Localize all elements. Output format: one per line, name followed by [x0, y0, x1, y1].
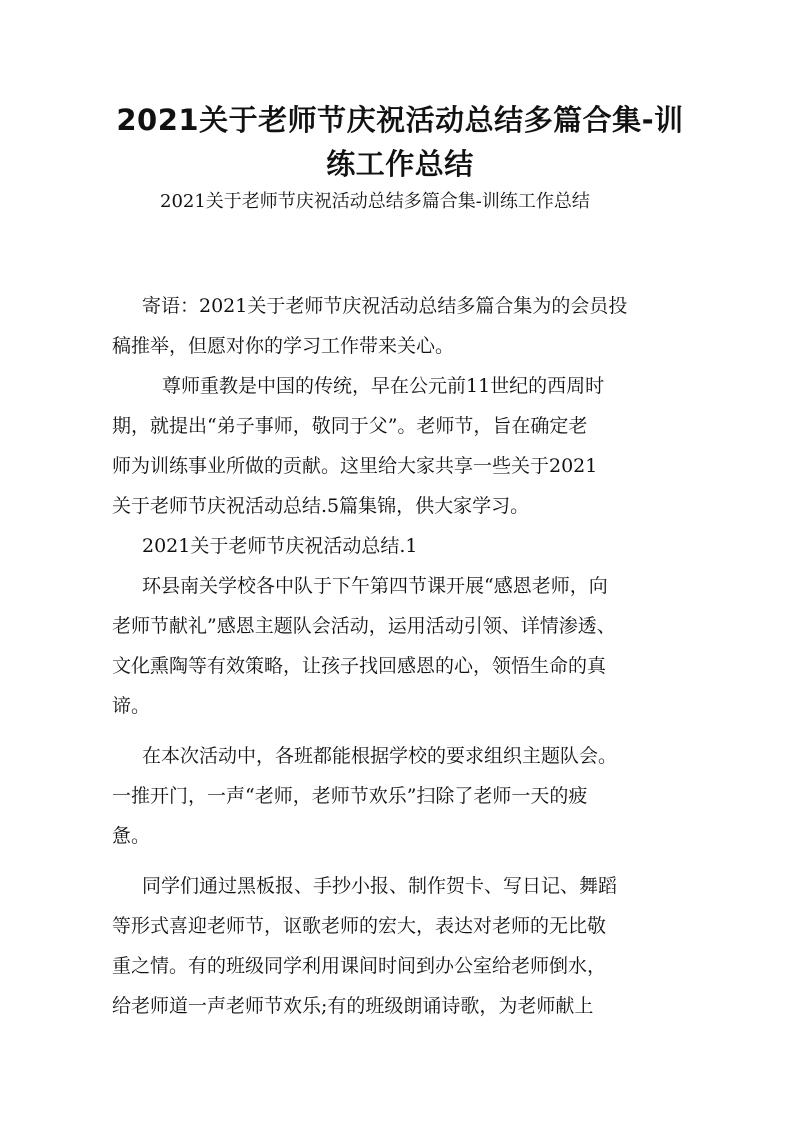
text-line: 寄语：2021关于老师节庆祝活动总结多篇合集为的会员投: [142, 295, 628, 317]
document-subtitle: 2021关于老师节庆祝活动总结多篇合集-训练工作总结: [160, 191, 590, 212]
text-line: 等形式喜迎老师节，讴歌老师的宏大，表达对老师的无比敬: [112, 915, 607, 937]
text-line: 关于老师节庆祝活动总结.5篇集锦，供大家学习。: [112, 495, 530, 517]
text-line: 一推开门，一声“老师，老师节欢乐”扫除了老师一天的疲: [112, 785, 588, 807]
document-title-line-2: 练工作总结: [326, 147, 474, 181]
text-line: 重之情。有的班级同学利用课间时间到办公室给老师倒水，: [112, 955, 607, 977]
text-line: 老师节献礼”感恩主题队会活动，运用活动引领、详情渗透、: [112, 615, 616, 637]
text-line: 师为训练事业所做的贡献。这里给大家共享一些关于2021: [112, 455, 598, 477]
text-line: 同学们通过黑板报、手抄小报、制作贺卡、写日记、舞蹈: [142, 875, 618, 897]
text-line: 文化熏陶等有效策略，让孩子找回感恩的心，领悟生命的真: [112, 655, 607, 677]
text-line: 给老师道一声老师节欢乐;有的班级朗诵诗歌，为老师献上: [112, 995, 594, 1017]
text-line: 稿推举，但愿对你的学习工作带来关心。: [112, 335, 455, 357]
text-line: 在本次活动中，各班都能根据学校的要求组织主题队会。: [142, 745, 618, 767]
text-line: 惫。: [112, 825, 151, 847]
document-title-line-1: 2021关于老师节庆祝活动总结多篇合集-训: [116, 103, 684, 137]
text-line: 环县南关学校各中队于下午第四节课开展“感恩老师，向: [142, 575, 608, 597]
text-line: 谛。: [112, 695, 151, 717]
section-heading: 2021关于老师节庆祝活动总结.1: [142, 535, 418, 557]
text-line: 期，就提出“弟子事师，敬同于父”。老师节，旨在确定老: [112, 415, 588, 437]
text-line: 尊师重教是中国的传统，早在公元前11世纪的西周时: [162, 375, 605, 397]
